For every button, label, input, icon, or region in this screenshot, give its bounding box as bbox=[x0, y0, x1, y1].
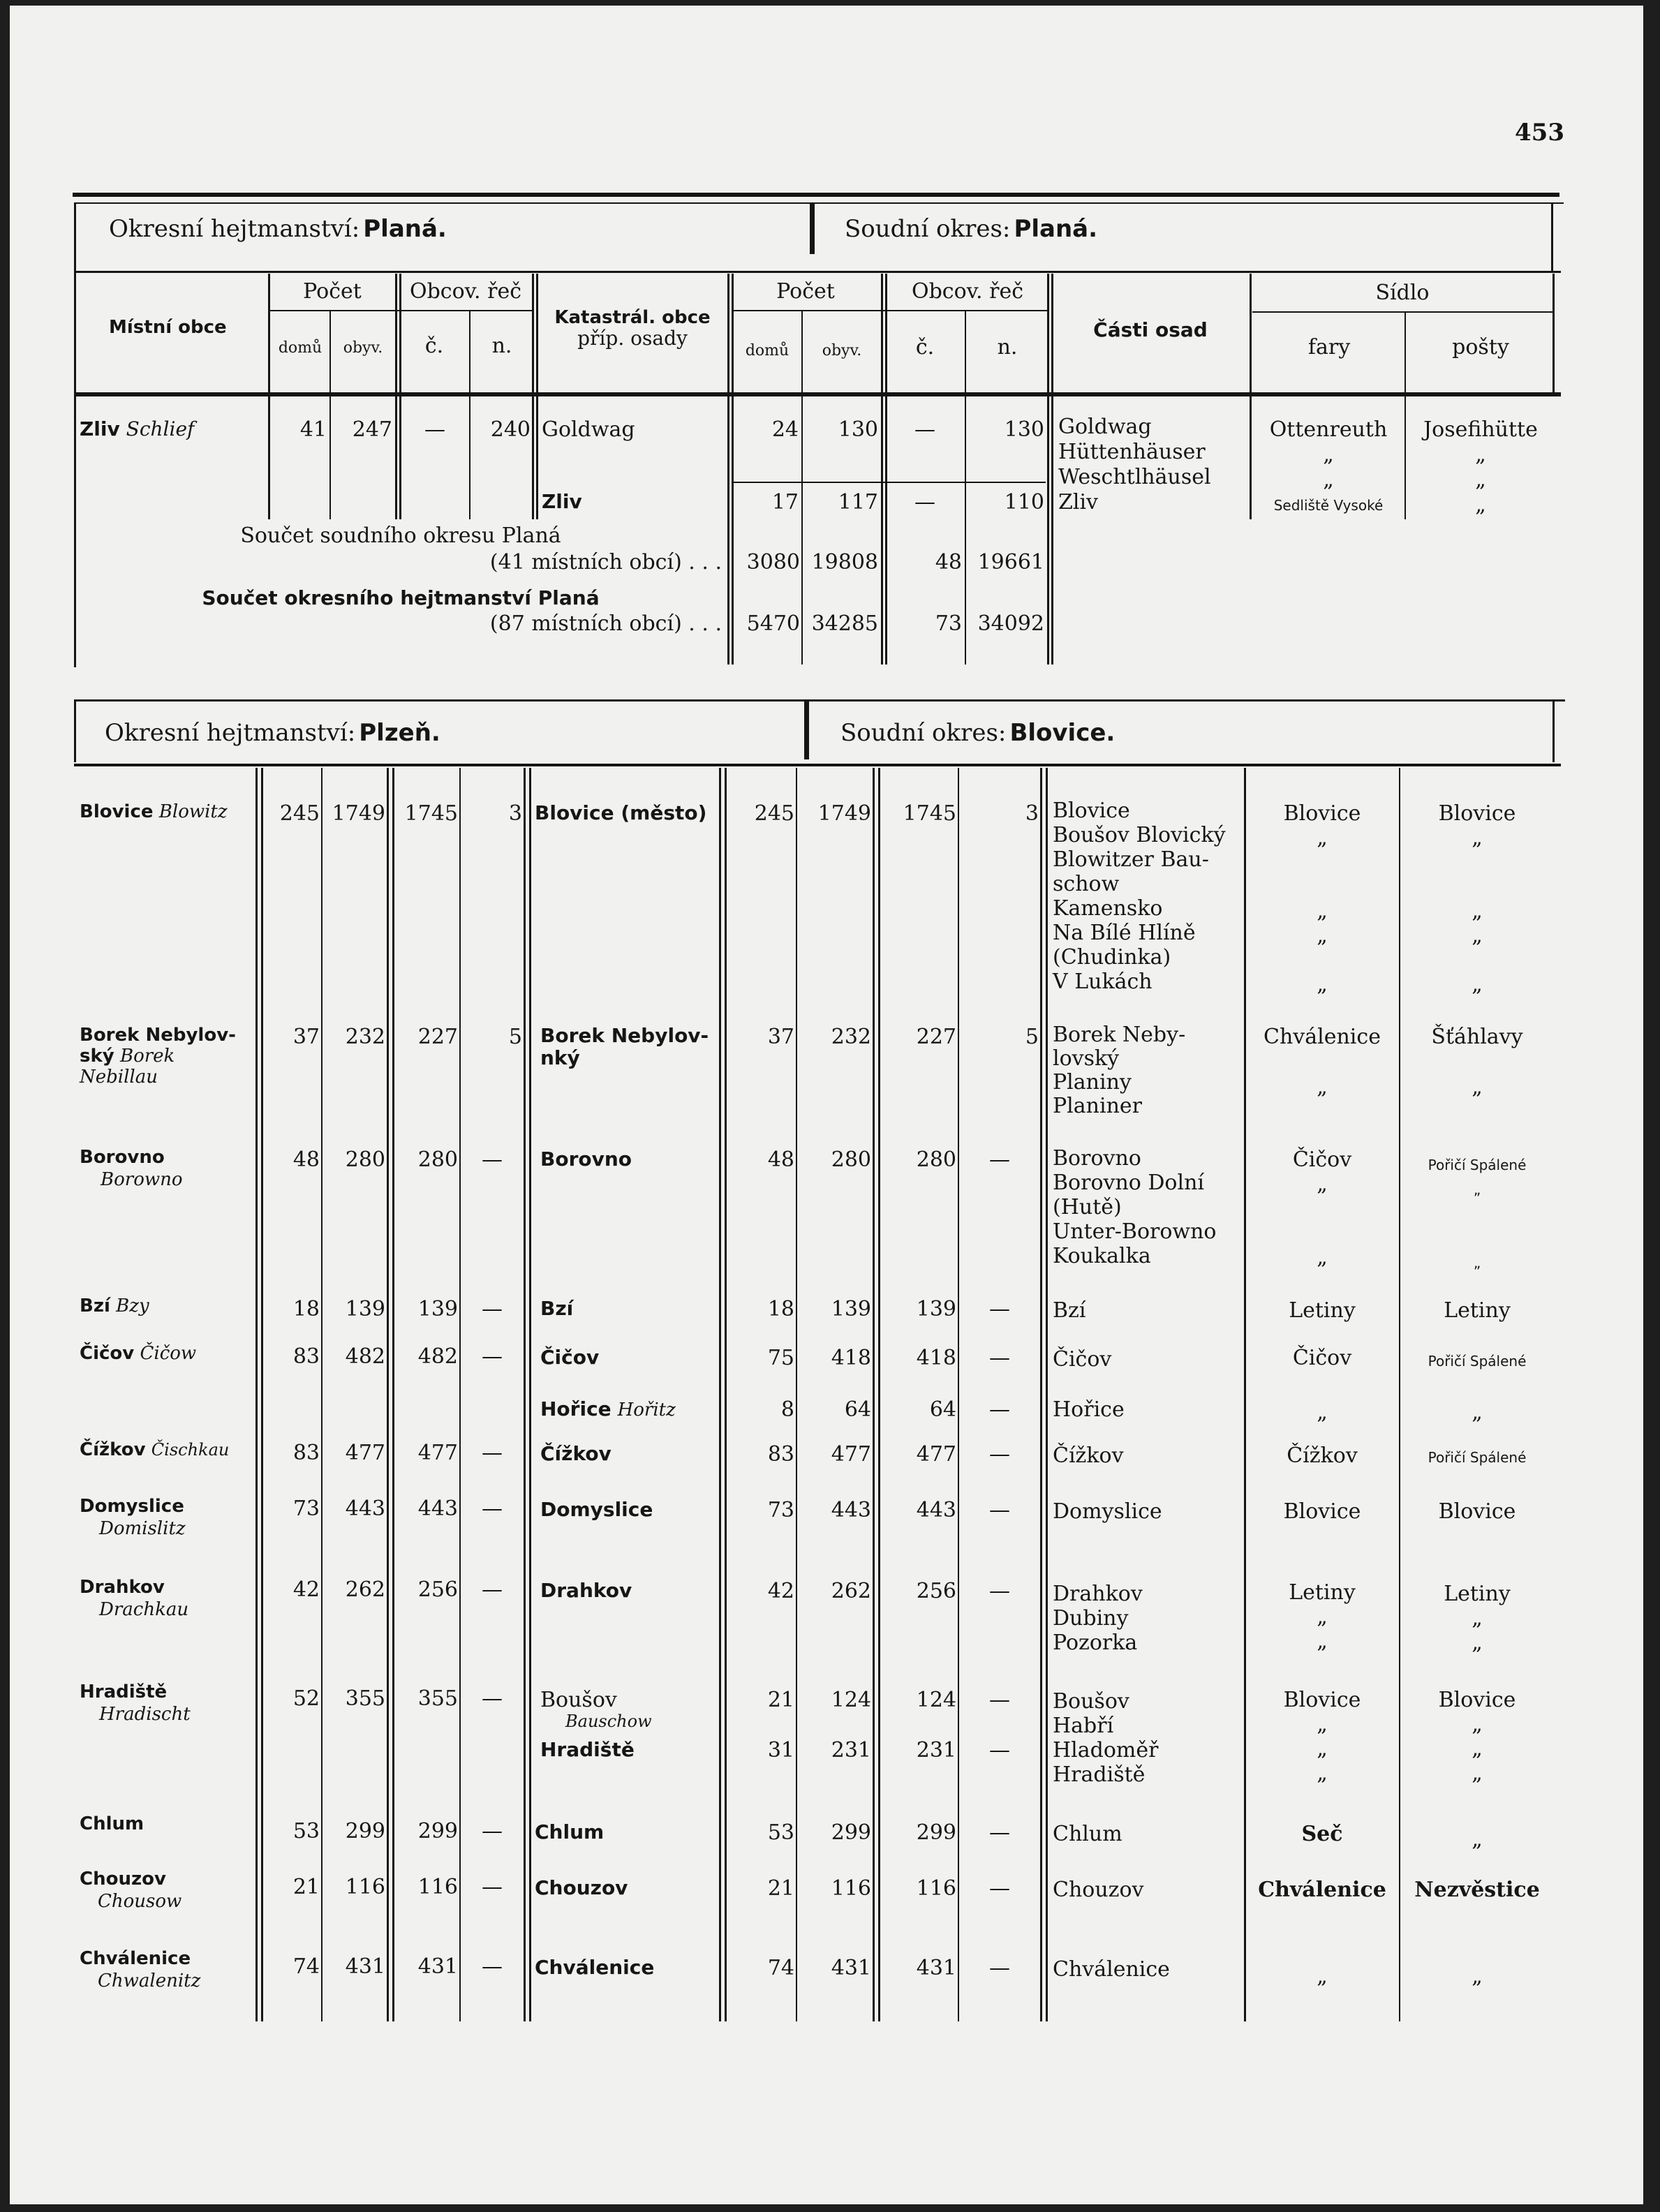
row-obyv: 139 bbox=[345, 1297, 385, 1321]
total-soud-line2: (41 místních obcí) . . . bbox=[489, 550, 722, 574]
row-domu: 83 bbox=[292, 1441, 320, 1465]
col-line bbox=[261, 768, 263, 2021]
row-obyv: 443 bbox=[345, 1497, 385, 1521]
row-c: 1745 bbox=[404, 801, 458, 826]
row-k-obyv: 64 bbox=[844, 1397, 871, 1422]
row-n: — bbox=[482, 1578, 503, 1602]
total-hejt-n: 34092 bbox=[977, 611, 1044, 636]
row-n: — bbox=[482, 1954, 503, 1979]
top-rule bbox=[73, 193, 1559, 197]
row-casti: Borek Neby- lovský Planiny Planiner bbox=[1053, 1023, 1186, 1118]
row-obec: Borek Nebylov- ský Borek Nebillau bbox=[80, 1025, 236, 1088]
col-line bbox=[732, 274, 734, 665]
col-line bbox=[469, 311, 470, 519]
row-obyv: 482 bbox=[345, 1344, 385, 1369]
zliv-kat2-domu: 17 bbox=[771, 490, 799, 514]
row-obec: Chválenice Chwalenitz bbox=[80, 1948, 201, 1991]
row-casti: Čížkov bbox=[1053, 1443, 1124, 1468]
row-katastral: Chouzov bbox=[535, 1876, 628, 1899]
row-casti: Drahkov Dubiny Pozorka bbox=[1053, 1582, 1143, 1655]
zliv-posty: Josefihütte „ „ „ bbox=[1423, 417, 1538, 517]
header-katastral-1: Katastrál. obce bbox=[554, 307, 711, 328]
total-soud-obyv: 19808 bbox=[811, 550, 878, 574]
row-k-obyv: 124 bbox=[831, 1688, 871, 1712]
header-bottom-rule bbox=[74, 392, 1561, 396]
col-line bbox=[1250, 274, 1252, 519]
row-fary: „ bbox=[1317, 1964, 1328, 1989]
row-k-n: 3 bbox=[1025, 801, 1039, 826]
row-domu: 42 bbox=[292, 1578, 320, 1602]
row-katastral: Borek Nebylov- nký bbox=[540, 1024, 709, 1069]
row-domu: 74 bbox=[292, 1954, 320, 1979]
total-soud-n: 19661 bbox=[977, 550, 1044, 574]
row-casti: Bzí bbox=[1053, 1298, 1086, 1323]
zliv-domu: 41 bbox=[299, 417, 327, 442]
row-k-n: — bbox=[989, 1688, 1010, 1712]
row-obyv: 355 bbox=[345, 1686, 385, 1711]
right-border bbox=[1551, 202, 1553, 272]
col-line bbox=[1046, 768, 1048, 2021]
zliv-fary: Ottenreuth „ „ Sedliště Vysoké bbox=[1269, 417, 1388, 514]
zliv-kat-2: Zliv bbox=[542, 490, 582, 513]
col-line bbox=[801, 311, 803, 665]
row-k-obyv: 1749 bbox=[817, 801, 871, 826]
col-line bbox=[1047, 274, 1049, 665]
row-fary: „ bbox=[1317, 1400, 1328, 1425]
zliv-kat1-domu: 24 bbox=[771, 417, 799, 442]
col-line bbox=[536, 274, 538, 519]
row-c: 443 bbox=[417, 1497, 458, 1521]
row-obyv: 232 bbox=[345, 1025, 385, 1049]
row-obec: Blovice Blowitz bbox=[80, 801, 228, 822]
row-k-domu: 245 bbox=[754, 801, 794, 826]
col-line bbox=[719, 768, 721, 2021]
soud-heading-2: Soudní okres: Blovice. bbox=[840, 719, 1116, 747]
row-c: 139 bbox=[417, 1297, 458, 1321]
col-line bbox=[1552, 274, 1555, 396]
row-k-c: 124 bbox=[916, 1688, 956, 1712]
row-n: — bbox=[482, 1441, 503, 1465]
row-n: — bbox=[482, 1148, 503, 1172]
header-sidlo: Sídlo bbox=[1375, 281, 1430, 305]
row-posty: Blovice bbox=[1438, 1499, 1516, 1524]
col-line bbox=[878, 768, 880, 2021]
row-k-c: 418 bbox=[916, 1346, 956, 1370]
heading-divider bbox=[810, 202, 815, 254]
row-k-obyv: 477 bbox=[831, 1442, 871, 1467]
total-hejt-line1: Součet okresního hejtmanství Planá bbox=[202, 586, 600, 609]
zliv-underline bbox=[733, 482, 1046, 483]
row-posty: Blovice „ „ „ bbox=[1438, 1688, 1516, 1786]
col-line bbox=[399, 274, 401, 519]
row-obec: Hradiště Hradischt bbox=[80, 1682, 191, 1725]
row-k-n: — bbox=[989, 1820, 1010, 1845]
row-casti: Chouzov bbox=[1053, 1878, 1144, 1902]
zliv-kat1-n: 130 bbox=[1004, 417, 1044, 442]
row-posty: Pořičí Spálené „ „ bbox=[1428, 1157, 1527, 1271]
document-page bbox=[10, 6, 1643, 2204]
row-n: 3 bbox=[508, 801, 522, 826]
row-k-domu: 8 bbox=[780, 1397, 794, 1422]
row-posty: „ bbox=[1472, 1827, 1483, 1852]
col-line bbox=[965, 311, 966, 665]
row-k2-n: — bbox=[989, 1738, 1010, 1762]
row-k-c: 227 bbox=[916, 1025, 956, 1049]
row-casti: Chválenice bbox=[1053, 1957, 1170, 1982]
row-k-c: 1745 bbox=[903, 801, 956, 826]
row-domu: 18 bbox=[292, 1297, 320, 1321]
header-n-2: n. bbox=[997, 335, 1018, 359]
row-k-domu: 18 bbox=[767, 1297, 794, 1321]
row-fary: Letiny bbox=[1289, 1298, 1356, 1323]
row-k2-domu: 31 bbox=[767, 1738, 794, 1762]
row-katastral: Borovno bbox=[540, 1148, 632, 1171]
row-k-c: 477 bbox=[916, 1442, 956, 1467]
row-posty: Nezvěstice bbox=[1414, 1878, 1540, 1902]
row-c: 355 bbox=[417, 1686, 458, 1711]
row-k-obyv: 299 bbox=[831, 1820, 871, 1845]
col-line bbox=[1244, 768, 1246, 2021]
row-k-domu: 53 bbox=[767, 1820, 794, 1845]
row-k-c: 116 bbox=[916, 1876, 956, 1901]
soud-name-2: Blovice. bbox=[1009, 719, 1116, 747]
total-hejt-line2: (87 místních obcí) . . . bbox=[489, 611, 722, 636]
row-c: 431 bbox=[417, 1954, 458, 1979]
col-line bbox=[255, 768, 258, 2021]
total-hejt-obyv: 34285 bbox=[811, 611, 878, 636]
row-k-domu: 21 bbox=[767, 1688, 794, 1712]
row-casti: Domyslice bbox=[1053, 1499, 1162, 1524]
header-domu-2: domů bbox=[745, 342, 790, 359]
row-katastral: Drahkov bbox=[540, 1579, 632, 1602]
row-k-c: 299 bbox=[916, 1820, 956, 1845]
col-line bbox=[387, 768, 389, 2021]
row-posty: Pořičí Spálené bbox=[1428, 1449, 1527, 1466]
row-k-obyv: 443 bbox=[831, 1498, 871, 1522]
row-k-n: — bbox=[989, 1148, 1010, 1172]
row-k-domu: 21 bbox=[767, 1876, 794, 1901]
row-casti: Čičov bbox=[1053, 1347, 1112, 1372]
row-domu: 83 bbox=[292, 1344, 320, 1369]
row-fary: Čížkov bbox=[1287, 1443, 1358, 1468]
row-k-obyv: 232 bbox=[831, 1025, 871, 1049]
total-soud-c: 48 bbox=[935, 550, 962, 574]
col-line bbox=[1040, 768, 1042, 2021]
row-posty: Šťáhlavy „ bbox=[1431, 1025, 1523, 1099]
row-n: — bbox=[482, 1297, 503, 1321]
row-k-n: — bbox=[989, 1346, 1010, 1370]
col-line bbox=[532, 274, 534, 519]
row-obec: Bzí Bzy bbox=[80, 1296, 149, 1316]
row-obec: Čížkov Čischkau bbox=[80, 1439, 230, 1460]
row-k2-obyv: 231 bbox=[831, 1738, 871, 1762]
row-k2-c: 231 bbox=[916, 1738, 956, 1762]
zliv-obyv: 247 bbox=[352, 417, 392, 442]
row-k-n: — bbox=[989, 1956, 1010, 1980]
heading-divider-2 bbox=[804, 699, 809, 759]
row-fary: Blovice „ „ „ „ bbox=[1283, 801, 1361, 997]
row-domu: 52 bbox=[292, 1686, 320, 1711]
row-c: 227 bbox=[417, 1025, 458, 1049]
row-casti: Borovno Borovno Dolní (Hutě) Unter-Borowno Koukalka bbox=[1053, 1146, 1217, 1268]
row-n: — bbox=[482, 1344, 503, 1369]
section2-heading-rule bbox=[74, 764, 1561, 766]
row-k-c: 431 bbox=[916, 1956, 956, 1980]
row-casti: Hořice bbox=[1053, 1397, 1125, 1422]
col-line bbox=[529, 768, 531, 2021]
row-posty: „ bbox=[1472, 1400, 1483, 1425]
row-k-c: 139 bbox=[916, 1297, 956, 1321]
row-k-obyv: 418 bbox=[831, 1346, 871, 1370]
row-fary: Čičov bbox=[1292, 1346, 1352, 1370]
col-line bbox=[524, 768, 526, 2021]
row-c: 299 bbox=[417, 1819, 458, 1843]
row-domu: 73 bbox=[292, 1497, 320, 1521]
row-c: 116 bbox=[417, 1875, 458, 1899]
row-k-n: — bbox=[989, 1498, 1010, 1522]
row-posty: Pořičí Spálené bbox=[1428, 1353, 1527, 1369]
header-pocet-2: Počet bbox=[776, 279, 835, 304]
row-k-n: — bbox=[989, 1579, 1010, 1603]
row-casti: Blovice Boušov Blovický Blowitzer Bau- schow Kamensko Na Bílé Hlíně (Chudinka) V Lukách bbox=[1053, 799, 1226, 994]
row-k-domu: 73 bbox=[767, 1498, 794, 1522]
row-n: — bbox=[482, 1686, 503, 1711]
heading-rule bbox=[74, 271, 1561, 273]
row-k-domu: 37 bbox=[767, 1025, 794, 1049]
header-obcov-rec-2: Obcov. řeč bbox=[911, 279, 1024, 304]
col-line bbox=[392, 768, 394, 2021]
row-k-obyv: 139 bbox=[831, 1297, 871, 1321]
row-posty: Letiny „ „ bbox=[1444, 1582, 1511, 1655]
row-k-obyv: 431 bbox=[831, 1956, 871, 1980]
row-k-n: — bbox=[989, 1442, 1010, 1467]
col-line bbox=[1051, 274, 1053, 665]
section2-left-border bbox=[74, 699, 76, 762]
row-k-c: 64 bbox=[929, 1397, 956, 1422]
row-obyv: 431 bbox=[345, 1954, 385, 1979]
row-k-domu: 48 bbox=[767, 1148, 794, 1172]
header-obyv-2: obyv. bbox=[822, 342, 862, 359]
okres-heading-1: Okresní hejtmanství: Planá. bbox=[109, 215, 447, 243]
row-fary: Blovice „ „ „ bbox=[1283, 1688, 1361, 1786]
row-domu: 48 bbox=[292, 1148, 320, 1172]
row-obyv: 116 bbox=[345, 1875, 385, 1899]
row-k-n: 5 bbox=[1025, 1025, 1039, 1049]
col-line bbox=[873, 768, 875, 2021]
row-n: — bbox=[482, 1819, 503, 1843]
header-subrule-3 bbox=[1252, 311, 1552, 313]
row-c: 477 bbox=[417, 1441, 458, 1465]
section2-right-border bbox=[1552, 699, 1555, 762]
zliv-obec: Zliv Schlief bbox=[80, 417, 195, 440]
okres-name: Planá. bbox=[363, 215, 447, 243]
row-k-domu: 83 bbox=[767, 1442, 794, 1467]
header-pocet: Počet bbox=[303, 279, 362, 304]
row-katastral: Bzí bbox=[540, 1297, 574, 1320]
row-k-n: — bbox=[989, 1876, 1010, 1901]
row-obyv: 477 bbox=[345, 1441, 385, 1465]
zliv-n: 240 bbox=[490, 417, 531, 442]
header-katastral-2: příp. osady bbox=[577, 327, 688, 350]
row-k-domu: 42 bbox=[767, 1579, 794, 1603]
row-n: 5 bbox=[508, 1025, 522, 1049]
header-subrule bbox=[269, 310, 533, 311]
row-obec: Čičov Čičow bbox=[80, 1343, 197, 1364]
row-c: 482 bbox=[417, 1344, 458, 1369]
header-c-2: č. bbox=[915, 335, 935, 359]
row-obec: Drahkov Drachkau bbox=[80, 1577, 189, 1620]
row-k-c: 280 bbox=[916, 1148, 956, 1172]
zliv-c: — bbox=[424, 417, 445, 442]
total-hejt-c: 73 bbox=[935, 611, 962, 636]
row-obec: Borovno Borowno bbox=[80, 1147, 183, 1190]
row-posty: „ bbox=[1472, 1964, 1483, 1989]
header-n: n. bbox=[491, 334, 512, 358]
row-casti: Chlum bbox=[1053, 1822, 1122, 1846]
row-obyv: 262 bbox=[345, 1578, 385, 1602]
row-k-domu: 75 bbox=[767, 1346, 794, 1370]
zliv-kat2-n: 110 bbox=[1004, 490, 1044, 514]
col-line bbox=[321, 768, 323, 2021]
header-obyv: obyv. bbox=[343, 339, 383, 357]
row-katastral: Blovice (město) bbox=[535, 801, 707, 824]
header-domu: domů bbox=[278, 339, 323, 357]
row-domu: 21 bbox=[292, 1875, 320, 1899]
soud-name: Planá. bbox=[1014, 215, 1098, 243]
row-casti: Boušov Habří Hladoměř Hradiště bbox=[1053, 1689, 1159, 1787]
row-posty: Letiny bbox=[1444, 1298, 1511, 1323]
row-c: 256 bbox=[417, 1578, 458, 1602]
row-fary: Blovice bbox=[1283, 1499, 1361, 1524]
col-line bbox=[459, 768, 461, 2021]
total-hejt-domu: 5470 bbox=[746, 611, 800, 636]
row-katastral: Chlum bbox=[535, 1820, 605, 1843]
row-katastral: Čičov bbox=[540, 1346, 600, 1369]
row-obyv: 299 bbox=[345, 1819, 385, 1843]
row-fary: Seč bbox=[1301, 1822, 1343, 1846]
row-k-c: 443 bbox=[916, 1498, 956, 1522]
zliv-kat2-c: — bbox=[914, 490, 935, 514]
okres-heading-2: Okresní hejtmanství: Plzeň. bbox=[105, 719, 440, 747]
total-soud-domu: 3080 bbox=[746, 550, 800, 574]
row-katastral: Čížkov bbox=[540, 1442, 612, 1465]
col-line bbox=[395, 274, 397, 519]
row-domu: 245 bbox=[279, 801, 320, 826]
row-fary: Chválenice „ bbox=[1263, 1025, 1381, 1099]
row-katastral-de: Bauschow bbox=[565, 1712, 652, 1731]
soud-heading-1: Soudní okres: Planá. bbox=[845, 215, 1098, 243]
row-k-obyv: 262 bbox=[831, 1579, 871, 1603]
row-obyv: 280 bbox=[345, 1148, 385, 1172]
row-k-domu: 74 bbox=[767, 1956, 794, 1980]
header-casti-osad: Části osad bbox=[1093, 318, 1208, 341]
row-c: 280 bbox=[417, 1148, 458, 1172]
row-k-obyv: 280 bbox=[831, 1148, 871, 1172]
header-c: č. bbox=[424, 334, 444, 358]
row-k-n: — bbox=[989, 1397, 1010, 1422]
header-subrule-2 bbox=[732, 310, 1048, 311]
row-fary: Chválenice bbox=[1258, 1878, 1386, 1902]
row-obec: Chlum bbox=[80, 1813, 144, 1834]
col-line bbox=[885, 274, 887, 665]
page-number: 453 bbox=[1515, 119, 1564, 147]
zliv-kat1-c: — bbox=[914, 417, 935, 442]
zliv-kat1-obyv: 130 bbox=[838, 417, 878, 442]
col-line bbox=[725, 768, 727, 2021]
top-rule-thin bbox=[74, 202, 1564, 204]
row-katastral: Domyslice bbox=[540, 1498, 653, 1521]
row-n: — bbox=[482, 1497, 503, 1521]
row-domu: 37 bbox=[292, 1025, 320, 1049]
col-line bbox=[268, 274, 270, 519]
row-n: — bbox=[482, 1875, 503, 1899]
header-obcov-rec: Obcov. řeč bbox=[409, 279, 522, 304]
okres-name-2: Plzeň. bbox=[359, 719, 440, 747]
col-line bbox=[1399, 768, 1400, 2021]
col-line bbox=[796, 768, 797, 2021]
total-soud-line1: Součet soudního okresu Planá bbox=[240, 524, 561, 548]
section2-top-rule bbox=[74, 699, 1565, 702]
col-line bbox=[329, 311, 331, 519]
row-k-n: — bbox=[989, 1297, 1010, 1321]
row-fary: Letiny „ „ bbox=[1289, 1580, 1356, 1654]
row-katastral: Chválenice bbox=[535, 1956, 655, 1979]
zliv-casti: Goldwag Hüttenhäuser Weschtlhäusel Zliv bbox=[1058, 415, 1211, 514]
row-obec: Domyslice Domislitz bbox=[80, 1496, 186, 1539]
header-fary: fary bbox=[1307, 335, 1351, 359]
row-katastral: Boušov bbox=[540, 1688, 617, 1712]
row-domu: 53 bbox=[292, 1819, 320, 1843]
header-mistni-obce: Místní obce bbox=[109, 317, 227, 338]
row-k-obyv: 116 bbox=[831, 1876, 871, 1901]
col-line bbox=[958, 768, 959, 2021]
row-katastral: Hořice Hořitz bbox=[540, 1397, 676, 1420]
row-fary: Čičov „ „ bbox=[1292, 1148, 1352, 1270]
row-katastral-2: Hradiště bbox=[540, 1738, 635, 1761]
col-line bbox=[727, 274, 729, 665]
zliv-kat2-obyv: 117 bbox=[838, 490, 878, 514]
header-posty: pošty bbox=[1452, 335, 1509, 359]
zliv-kat-1: Goldwag bbox=[542, 417, 635, 442]
col-line bbox=[881, 274, 883, 665]
row-obyv: 1749 bbox=[332, 801, 385, 826]
row-obec: Chouzov Chousow bbox=[80, 1869, 182, 1912]
row-k-c: 256 bbox=[916, 1579, 956, 1603]
row-posty: Blovice „ „ „ „ bbox=[1438, 801, 1516, 997]
